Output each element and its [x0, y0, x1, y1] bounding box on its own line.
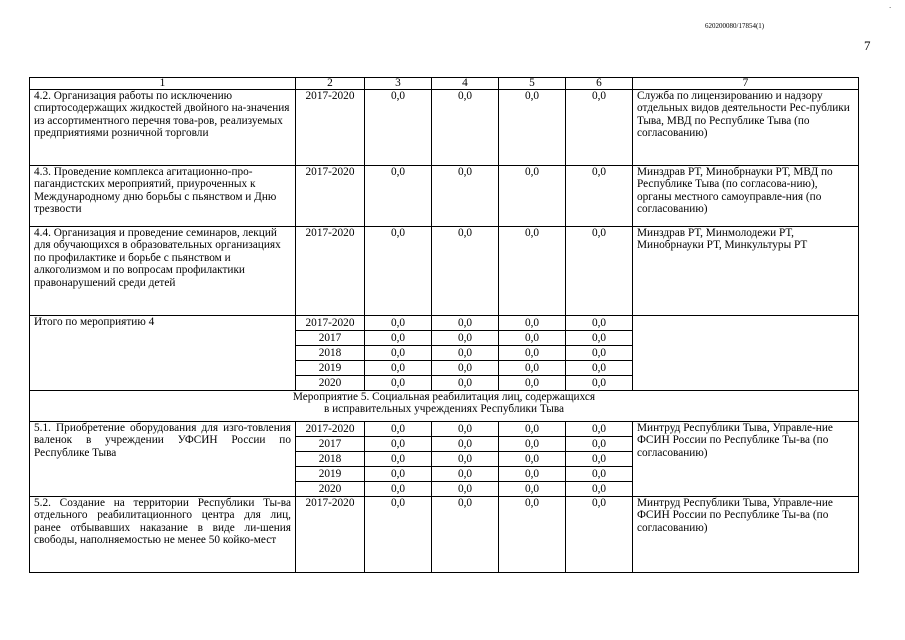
value-cell: 0,0 — [432, 422, 499, 437]
value-cell: 0,0 — [499, 467, 566, 482]
value-cell: 0,0 — [566, 376, 633, 391]
value-cell: 0,0 — [432, 316, 499, 331]
section-heading — [30, 391, 859, 422]
header-cell: 7 — [633, 78, 859, 90]
value-cell: 0,0 — [566, 422, 633, 437]
table-row — [30, 90, 859, 166]
program-activities-table — [29, 77, 859, 573]
value-cell: 0,0 — [365, 482, 432, 497]
value-cell: 0,0 — [365, 227, 432, 316]
total-row — [30, 316, 859, 331]
period-cell: 2017-2020 — [296, 90, 365, 166]
value-cell: 0,0 — [365, 437, 432, 452]
value-cell: 0,0 — [566, 497, 633, 573]
header-cell: 5 — [499, 78, 566, 90]
period-cell: 2017 — [296, 437, 365, 452]
executor-cell: Минздрав РТ, Минобрнауки РТ, МВД по Республике Тыва (по согласова-нию), органы местного самоуправле-ния (по согласованию) — [633, 166, 859, 227]
header-cell: 2 — [296, 78, 365, 90]
period-cell: 2020 — [296, 482, 365, 497]
header-row — [30, 78, 859, 90]
value-cell: 0,0 — [499, 90, 566, 166]
period-cell: 2020 — [296, 376, 365, 391]
value-cell: 0,0 — [499, 346, 566, 361]
value-cell: 0,0 — [365, 497, 432, 573]
value-cell: 0,0 — [365, 346, 432, 361]
value-cell: 0,0 — [365, 361, 432, 376]
value-cell: 0,0 — [365, 467, 432, 482]
executor-cell — [633, 316, 859, 391]
value-cell: 0,0 — [432, 376, 499, 391]
value-cell: 0,0 — [566, 227, 633, 316]
value-cell: 0,0 — [432, 331, 499, 346]
value-cell: 0,0 — [365, 316, 432, 331]
value-cell: 0,0 — [499, 452, 566, 467]
value-cell: 0,0 — [566, 467, 633, 482]
executor-cell: Минздрав РТ, Минмолодежи РТ, Минобрнауки РТ, Минкультуры РТ — [633, 227, 859, 316]
activity-description: 5.1. Приобретение оборудования для изго-товления валенок в учреждении УФСИН России по Республике Тыва — [30, 422, 296, 497]
value-cell: 0,0 — [499, 497, 566, 573]
header-cell: 4 — [432, 78, 499, 90]
period-cell: 2017-2020 — [296, 166, 365, 227]
value-cell: 0,0 — [365, 376, 432, 391]
value-cell: 0,0 — [566, 346, 633, 361]
table-row — [30, 497, 859, 573]
value-cell: 0,0 — [566, 452, 633, 467]
value-cell: 0,0 — [432, 437, 499, 452]
document-number: 620200080/17854(1) — [705, 22, 765, 30]
section-heading-line: Мероприятие 5. Социальная реабилитация лиц, содержащихся — [292, 391, 596, 403]
period-cell: 2017-2020 — [296, 422, 365, 437]
value-cell: 0,0 — [432, 452, 499, 467]
page-number: 7 — [864, 38, 871, 53]
value-cell: 0,0 — [365, 166, 432, 227]
value-cell: 0,0 — [566, 437, 633, 452]
value-cell: 0,0 — [566, 482, 633, 497]
value-cell: 0,0 — [499, 166, 566, 227]
corner-mark: ` — [889, 6, 892, 14]
table-row — [30, 422, 859, 437]
value-cell: 0,0 — [432, 227, 499, 316]
value-cell: 0,0 — [566, 166, 633, 227]
period-cell: 2017-2020 — [296, 497, 365, 573]
value-cell: 0,0 — [365, 422, 432, 437]
value-cell: 0,0 — [432, 361, 499, 376]
header-cell: 6 — [566, 78, 633, 90]
period-cell: 2019 — [296, 467, 365, 482]
table-row — [30, 166, 859, 227]
value-cell: 0,0 — [499, 361, 566, 376]
value-cell: 0,0 — [432, 166, 499, 227]
value-cell: 0,0 — [499, 316, 566, 331]
value-cell: 0,0 — [566, 90, 633, 166]
value-cell: 0,0 — [499, 376, 566, 391]
value-cell: 0,0 — [432, 482, 499, 497]
activity-description: 4.3. Проведение комплекса агитационно-про-пагандистских мероприятий, приуроченных к Международному дню борьбы с пьянством и Дню трезвости — [30, 166, 296, 227]
value-cell: 0,0 — [566, 361, 633, 376]
section-heading-row — [30, 391, 859, 422]
value-cell: 0,0 — [499, 482, 566, 497]
header-cell: 3 — [365, 78, 432, 90]
period-cell: 2018 — [296, 346, 365, 361]
value-cell: 0,0 — [432, 346, 499, 361]
value-cell: 0,0 — [566, 316, 633, 331]
value-cell: 0,0 — [499, 422, 566, 437]
activity-description: 4.2. Организация работы по исключению спиртосодержащих жидкостей двойного на-значения из ассортиментного перечня това-ров, реализуемых предприятиями розничной торговли — [30, 90, 296, 166]
executor-cell: Служба по лицензированию и надзору отдельных видов деятельности Рес-публики Тыва, МВД по Республике Тыва (по согласованию) — [633, 90, 859, 166]
value-cell: 0,0 — [499, 331, 566, 346]
value-cell: 0,0 — [365, 452, 432, 467]
value-cell: 0,0 — [566, 331, 633, 346]
section-heading-line: в исправительных учреждениях Республики Тыва — [323, 403, 565, 415]
header-cell: 1 — [30, 78, 296, 90]
executor-cell: Минтруд Республики Тыва, Управле-ние ФСИН России по Республике Ты-ва (по согласованию) — [633, 497, 859, 573]
value-cell: 0,0 — [432, 497, 499, 573]
table-row — [30, 227, 859, 316]
value-cell: 0,0 — [432, 467, 499, 482]
value-cell: 0,0 — [432, 90, 499, 166]
activity-description: 5.2. Создание на территории Республики Ты-ва отдельного реабилитационного центра для лиц, ранее отбывавших наказание в виде ли-шения свободы, наполняемостью не менее 50 койко-мест — [30, 497, 296, 573]
period-cell: 2018 — [296, 452, 365, 467]
total-label: Итого по мероприятию 4 — [30, 316, 296, 391]
period-cell: 2017 — [296, 331, 365, 346]
value-cell: 0,0 — [499, 437, 566, 452]
period-cell: 2019 — [296, 361, 365, 376]
period-cell: 2017-2020 — [296, 227, 365, 316]
value-cell: 0,0 — [365, 331, 432, 346]
value-cell: 0,0 — [365, 90, 432, 166]
activity-description: 4.4. Организация и проведение семинаров, лекций для обучающихся в образовательных организациях по профилактике и борьбе с пьянством и алкоголизмом и по вопросам профилактики правонарушений среди детей — [30, 227, 296, 316]
period-cell: 2017-2020 — [296, 316, 365, 331]
value-cell: 0,0 — [499, 227, 566, 316]
executor-cell: Минтруд Республики Тыва, Управле-ние ФСИН России по Республике Ты-ва (по согласованию) — [633, 422, 859, 497]
